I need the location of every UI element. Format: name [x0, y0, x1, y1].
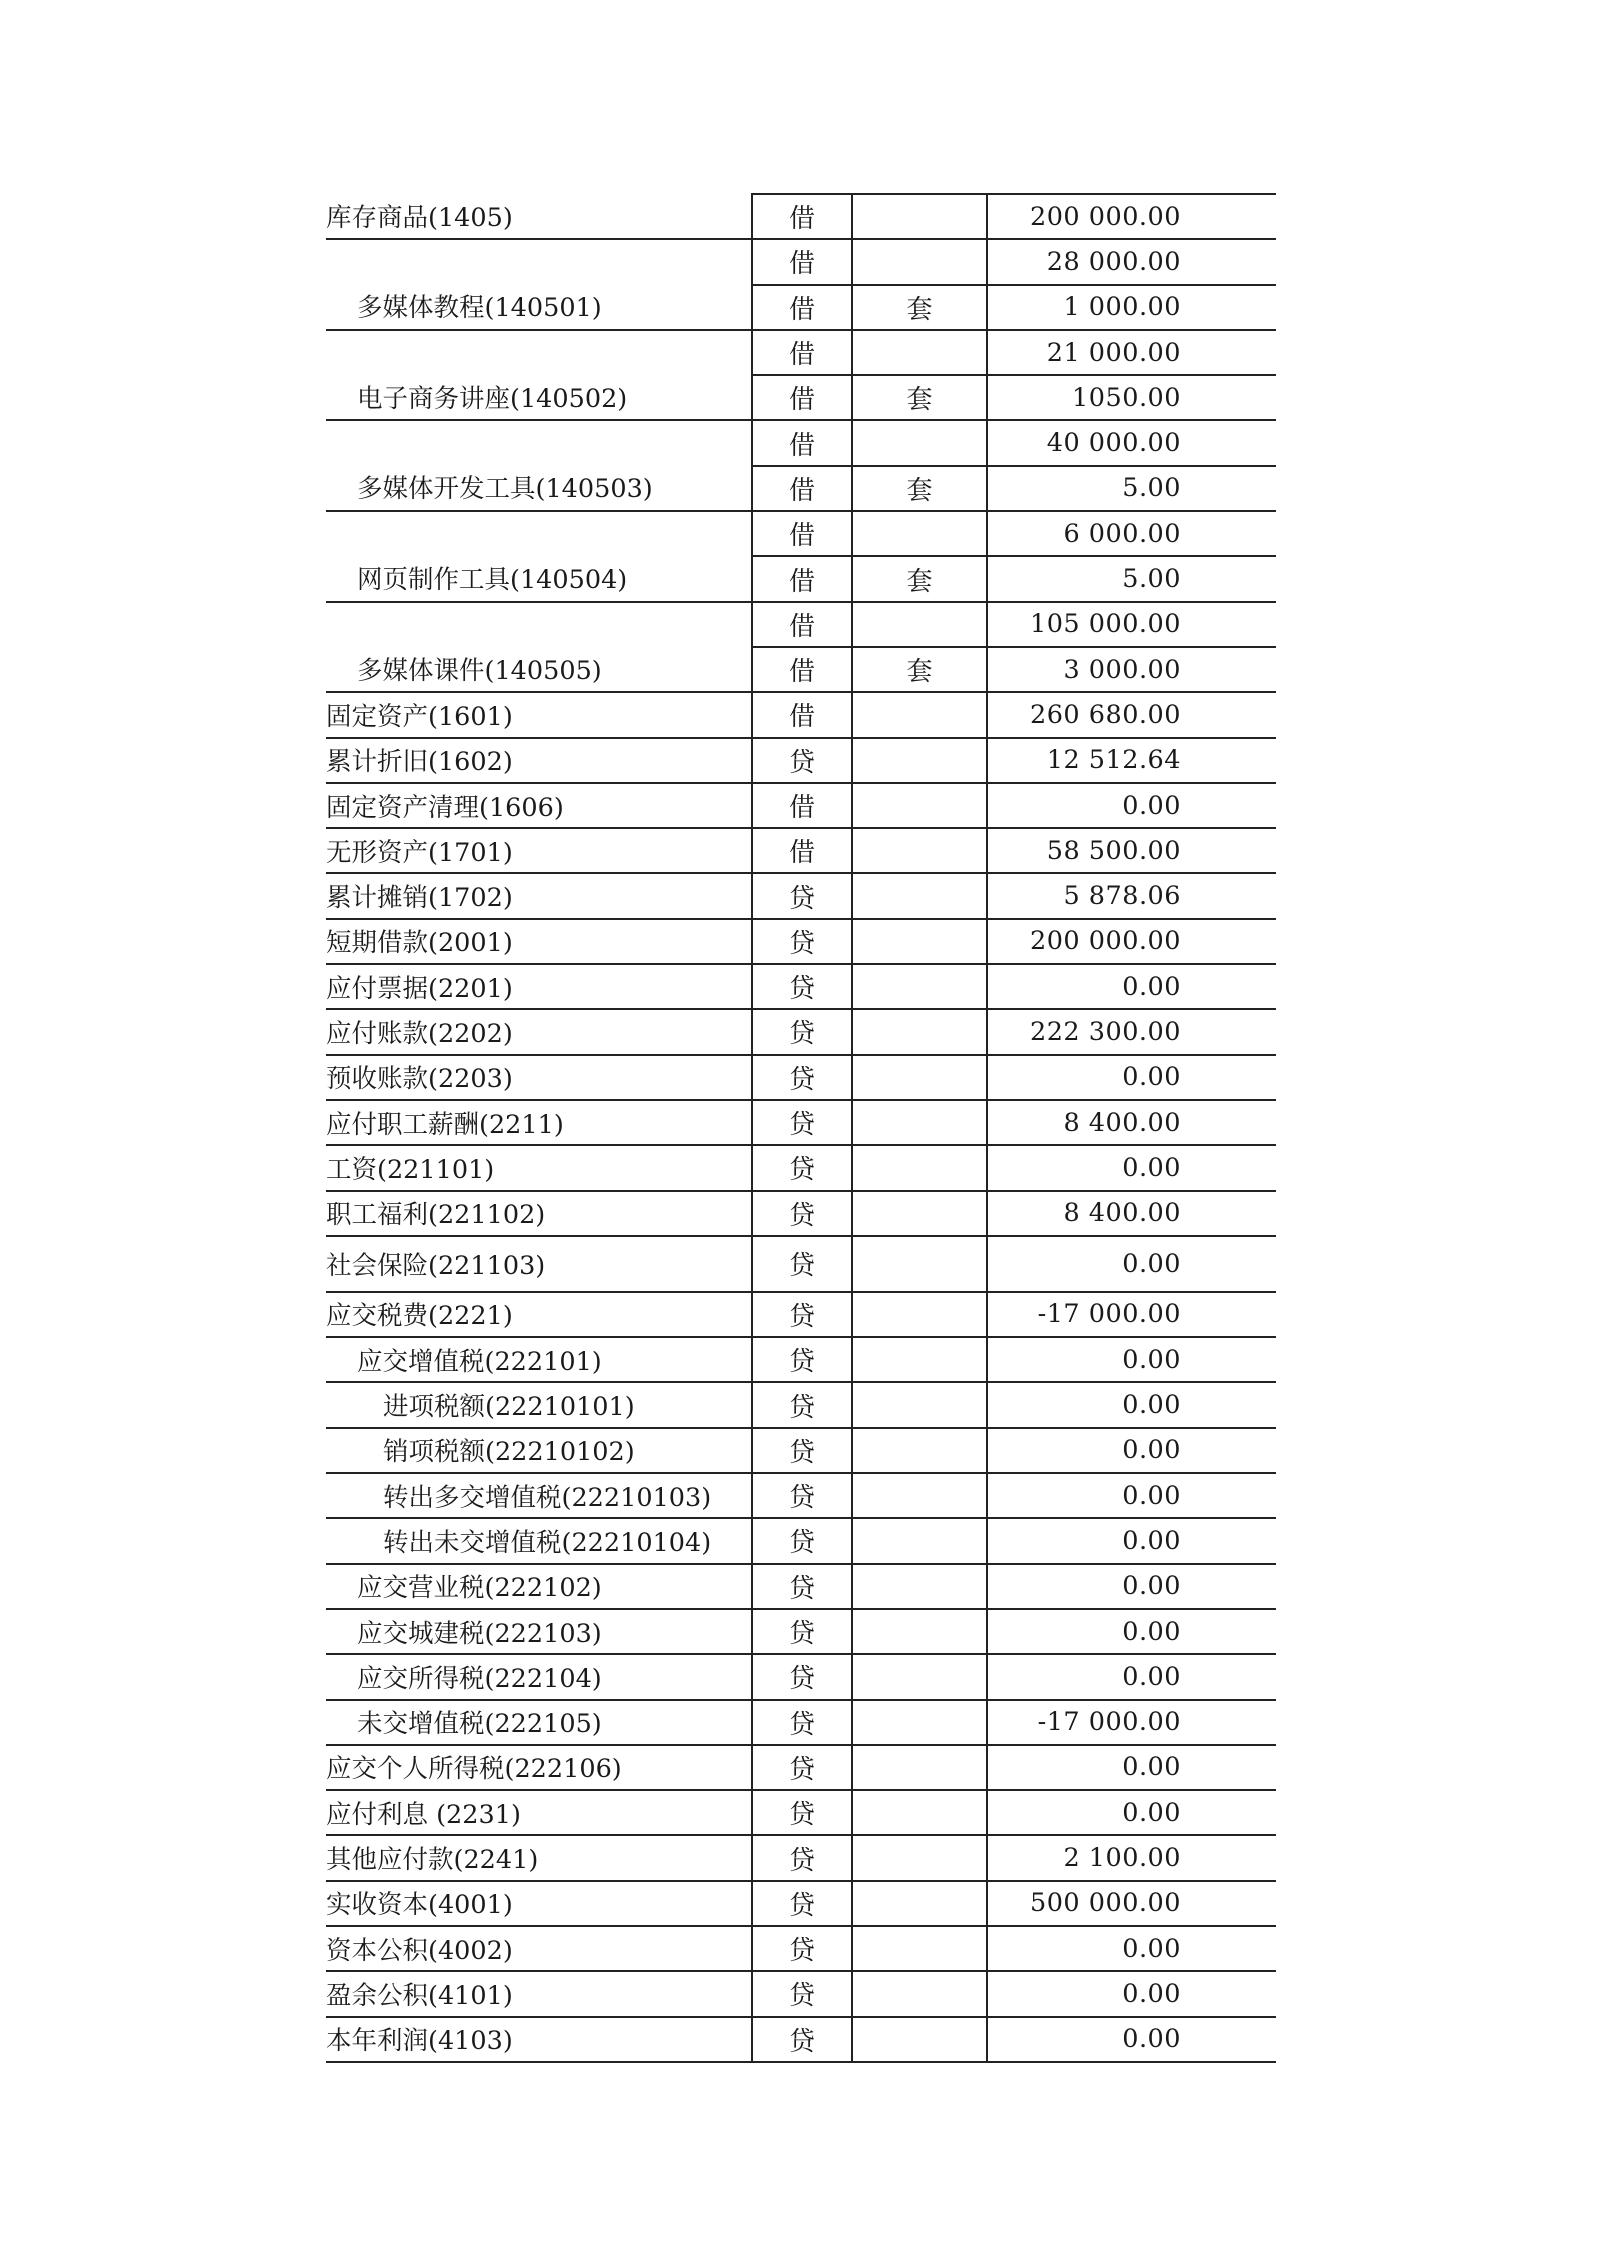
table-row [326, 284, 1276, 329]
account-name-cell: 应付职工薪酬(2211) [326, 1099, 751, 1144]
account-name-cell [326, 329, 751, 374]
balance-amount-cell: 6 000.00 [986, 510, 1276, 555]
unit-cell [853, 827, 986, 872]
balance-direction-cell: 借 [751, 827, 853, 872]
unit-cell [853, 1008, 986, 1053]
balance-direction-cell: 贷 [751, 1472, 853, 1517]
balance-amount-cell: 0.00 [986, 1336, 1276, 1381]
unit-cell: 套 [853, 374, 986, 419]
unit-cell [853, 1563, 986, 1608]
unit-cell [853, 1744, 986, 1789]
balance-direction-cell: 贷 [751, 1563, 853, 1608]
unit-cell: 套 [853, 646, 986, 691]
account-name-cell: 应交增值税(222101) [326, 1336, 751, 1381]
balance-amount-cell: 105 000.00 [986, 601, 1276, 646]
account-name-cell: 实收资本(4001) [326, 1880, 751, 1925]
balance-amount-cell: 3 000.00 [986, 646, 1276, 691]
table-row [326, 1427, 1276, 1472]
unit-cell [853, 963, 986, 1008]
unit-cell [853, 510, 986, 555]
unit-cell [853, 1699, 986, 1744]
account-name-cell: 应交城建税(222103) [326, 1608, 751, 1653]
unit-cell [853, 1608, 986, 1653]
balance-amount-cell: 8 400.00 [986, 1190, 1276, 1235]
balance-direction-cell: 贷 [751, 1653, 853, 1698]
balance-amount-cell: 5.00 [986, 555, 1276, 600]
account-name-cell: 短期借款(2001) [326, 918, 751, 963]
unit-cell [853, 193, 986, 238]
account-name-cell: 应交所得税(222104) [326, 1653, 751, 1698]
account-name-cell: 社会保险(221103) [326, 1235, 751, 1291]
table-row [326, 646, 1276, 691]
table-row [326, 1880, 1276, 1925]
balance-amount-cell: 0.00 [986, 1563, 1276, 1608]
account-name-cell: 进项税额(22210101) [326, 1381, 751, 1426]
account-name-cell: 预收账款(2203) [326, 1054, 751, 1099]
table-row [326, 601, 1276, 646]
table-row [326, 2016, 1276, 2061]
unit-cell [853, 1517, 986, 1562]
balance-amount-cell: 260 680.00 [986, 691, 1276, 736]
table-row [326, 374, 1276, 419]
balance-direction-cell: 贷 [751, 1336, 853, 1381]
balance-amount-cell: 0.00 [986, 1744, 1276, 1789]
table-row [326, 1608, 1276, 1653]
account-name-cell [326, 238, 751, 283]
balance-direction-cell: 贷 [751, 1008, 853, 1053]
account-name-cell: 转出未交增值税(22210104) [326, 1517, 751, 1562]
table-bottom-border [326, 2061, 1276, 2063]
balance-amount-cell: 0.00 [986, 1925, 1276, 1970]
account-name-cell: 职工福利(221102) [326, 1190, 751, 1235]
table-row [326, 1744, 1276, 1789]
balance-direction-cell: 贷 [751, 1190, 853, 1235]
unit-cell [853, 1970, 986, 2015]
account-name-cell: 累计折旧(1602) [326, 737, 751, 782]
balance-amount-cell: 200 000.00 [986, 193, 1276, 238]
table-row [326, 872, 1276, 917]
balance-direction-cell: 贷 [751, 918, 853, 963]
account-name-cell: 固定资产(1601) [326, 691, 751, 736]
account-name-cell: 盈余公积(4101) [326, 1970, 751, 2015]
table-row [326, 1925, 1276, 1970]
unit-cell [853, 918, 986, 963]
balance-amount-cell: 58 500.00 [986, 827, 1276, 872]
balance-amount-cell: 1 000.00 [986, 284, 1276, 329]
unit-cell [853, 691, 986, 736]
balance-amount-cell: 0.00 [986, 1970, 1276, 2015]
table-row [326, 1008, 1276, 1053]
balance-amount-cell: 0.00 [986, 1427, 1276, 1472]
table-row [326, 1099, 1276, 1144]
balance-direction-cell: 借 [751, 329, 853, 374]
unit-cell: 套 [853, 555, 986, 600]
account-name-cell: 工资(221101) [326, 1144, 751, 1189]
balance-amount-cell: 0.00 [986, 1608, 1276, 1653]
account-name-cell: 无形资产(1701) [326, 827, 751, 872]
balance-amount-cell: 0.00 [986, 1381, 1276, 1426]
account-name-cell: 电子商务讲座(140502) [357, 383, 628, 414]
unit-cell [853, 1144, 986, 1189]
balance-direction-cell: 借 [751, 465, 853, 510]
balance-direction-cell: 借 [751, 601, 853, 646]
unit-cell [853, 1925, 986, 1970]
unit-cell [853, 1235, 986, 1291]
unit-cell [853, 2016, 986, 2061]
balance-amount-cell: 0.00 [986, 1472, 1276, 1517]
table-row [326, 1190, 1276, 1235]
balance-amount-cell: 12 512.64 [986, 737, 1276, 782]
balance-direction-cell: 借 [751, 510, 853, 555]
balance-direction-cell: 借 [751, 284, 853, 329]
balance-amount-cell: 1050.00 [986, 374, 1276, 419]
table-row [326, 1970, 1276, 2015]
ledger-table [326, 193, 1276, 2061]
unit-cell [853, 737, 986, 782]
table-row [326, 1336, 1276, 1381]
unit-cell [853, 1427, 986, 1472]
account-name-cell: 其他应付款(2241) [326, 1834, 751, 1879]
balance-amount-cell: 0.00 [986, 2016, 1276, 2061]
account-name-cell: 资本公积(4002) [326, 1925, 751, 1970]
balance-direction-cell: 借 [751, 555, 853, 600]
unit-cell [853, 1336, 986, 1381]
balance-direction-cell: 贷 [751, 1381, 853, 1426]
balance-direction-cell: 贷 [751, 1054, 853, 1099]
table-row [326, 419, 1276, 464]
unit-cell [853, 1190, 986, 1235]
account-name-cell: 本年利润(4103) [326, 2016, 751, 2061]
balance-direction-cell: 贷 [751, 737, 853, 782]
balance-amount-cell: 500 000.00 [986, 1880, 1276, 1925]
unit-cell [853, 329, 986, 374]
account-name-cell: 固定资产清理(1606) [326, 782, 751, 827]
account-name-cell [326, 601, 751, 646]
account-name-cell: 未交增值税(222105) [326, 1699, 751, 1744]
table-row [326, 827, 1276, 872]
balance-amount-cell: 40 000.00 [986, 419, 1276, 464]
balance-amount-cell: 5 878.06 [986, 872, 1276, 917]
unit-cell [853, 1834, 986, 1879]
balance-direction-cell: 贷 [751, 963, 853, 1008]
balance-direction-cell: 贷 [751, 1744, 853, 1789]
account-name-cell: 累计摊销(1702) [326, 872, 751, 917]
account-name-cell: 应付利息 (2231) [326, 1789, 751, 1834]
balance-amount-cell: 0.00 [986, 1054, 1276, 1099]
balance-amount-cell: 0.00 [986, 1653, 1276, 1698]
account-name-cell: 多媒体开发工具(140503) [357, 474, 653, 505]
table-row [326, 193, 1276, 238]
table-row [326, 1381, 1276, 1426]
balance-amount-cell: 0.00 [986, 1144, 1276, 1189]
unit-cell: 套 [853, 284, 986, 329]
unit-cell [853, 872, 986, 917]
account-name-cell: 销项税额(22210102) [326, 1427, 751, 1472]
table-row [326, 1563, 1276, 1608]
table-row [326, 1235, 1276, 1291]
table-row [326, 1699, 1276, 1744]
balance-amount-cell: -17 000.00 [986, 1291, 1276, 1336]
table-row [326, 1054, 1276, 1099]
balance-direction-cell: 借 [751, 646, 853, 691]
balance-direction-cell: 贷 [751, 1608, 853, 1653]
balance-direction-cell: 贷 [751, 1099, 853, 1144]
balance-direction-cell: 贷 [751, 1834, 853, 1879]
balance-direction-cell: 贷 [751, 1517, 853, 1562]
balance-amount-cell: 21 000.00 [986, 329, 1276, 374]
table-row [326, 510, 1276, 555]
balance-direction-cell: 贷 [751, 1970, 853, 2015]
account-name-cell: 应交营业税(222102) [326, 1563, 751, 1608]
balance-direction-cell: 借 [751, 691, 853, 736]
unit-cell [853, 1653, 986, 1698]
balance-amount-cell: 222 300.00 [986, 1008, 1276, 1053]
unit-cell: 套 [853, 465, 986, 510]
balance-amount-cell: 5.00 [986, 465, 1276, 510]
unit-cell [853, 1880, 986, 1925]
balance-direction-cell: 贷 [751, 1880, 853, 1925]
table-row [326, 1653, 1276, 1698]
table-row [326, 1834, 1276, 1879]
balance-amount-cell: 0.00 [986, 963, 1276, 1008]
balance-amount-cell: 0.00 [986, 1517, 1276, 1562]
table-row [326, 238, 1276, 283]
balance-amount-cell: -17 000.00 [986, 1699, 1276, 1744]
table-row [326, 555, 1276, 600]
table-row [326, 1144, 1276, 1189]
table-row [326, 1291, 1276, 1336]
balance-amount-cell: 200 000.00 [986, 918, 1276, 963]
unit-cell [853, 1789, 986, 1834]
balance-direction-cell: 贷 [751, 1925, 853, 1970]
table-row [326, 782, 1276, 827]
balance-direction-cell: 贷 [751, 1235, 853, 1291]
account-name-cell: 库存商品(1405) [326, 202, 513, 233]
balance-amount-cell: 0.00 [986, 782, 1276, 827]
table-row [326, 918, 1276, 963]
balance-direction-cell: 贷 [751, 1144, 853, 1189]
balance-direction-cell: 借 [751, 419, 853, 464]
table-row [326, 465, 1276, 510]
account-name-cell: 多媒体课件(140505) [357, 655, 602, 686]
account-name-cell: 应交个人所得税(222106) [326, 1744, 751, 1789]
balance-direction-cell: 借 [751, 238, 853, 283]
balance-direction-cell: 贷 [751, 1427, 853, 1472]
unit-cell [853, 782, 986, 827]
balance-amount-cell: 28 000.00 [986, 238, 1276, 283]
balance-direction-cell: 借 [751, 782, 853, 827]
balance-direction-cell: 贷 [751, 1291, 853, 1336]
unit-cell [853, 601, 986, 646]
table-row [326, 1517, 1276, 1562]
table-row [326, 1789, 1276, 1834]
unit-cell [853, 1291, 986, 1336]
balance-direction-cell: 借 [751, 193, 853, 238]
account-name-cell: 应付账款(2202) [326, 1008, 751, 1053]
account-name-cell: 应付票据(2201) [326, 963, 751, 1008]
account-name-cell: 多媒体教程(140501) [357, 293, 602, 324]
balance-direction-cell: 贷 [751, 872, 853, 917]
table-row [326, 737, 1276, 782]
unit-cell [853, 1472, 986, 1517]
account-name-cell: 应交税费(2221) [326, 1291, 751, 1336]
balance-amount-cell: 0.00 [986, 1235, 1276, 1291]
unit-cell [853, 419, 986, 464]
account-name-cell [326, 419, 751, 464]
table-row [326, 329, 1276, 374]
unit-cell [853, 1054, 986, 1099]
table-row [326, 1472, 1276, 1517]
account-name-cell: 网页制作工具(140504) [357, 565, 628, 596]
unit-cell [853, 1099, 986, 1144]
balance-amount-cell: 8 400.00 [986, 1099, 1276, 1144]
balance-direction-cell: 贷 [751, 1789, 853, 1834]
balance-direction-cell: 贷 [751, 1699, 853, 1744]
unit-cell [853, 238, 986, 283]
balance-direction-cell: 借 [751, 374, 853, 419]
account-name-cell: 转出多交增值税(22210103) [326, 1472, 751, 1517]
balance-amount-cell: 2 100.00 [986, 1834, 1276, 1879]
account-name-cell [326, 510, 751, 555]
balance-direction-cell: 贷 [751, 2016, 853, 2061]
table-row [326, 963, 1276, 1008]
balance-amount-cell: 0.00 [986, 1789, 1276, 1834]
unit-cell [853, 1381, 986, 1426]
table-row [326, 691, 1276, 736]
